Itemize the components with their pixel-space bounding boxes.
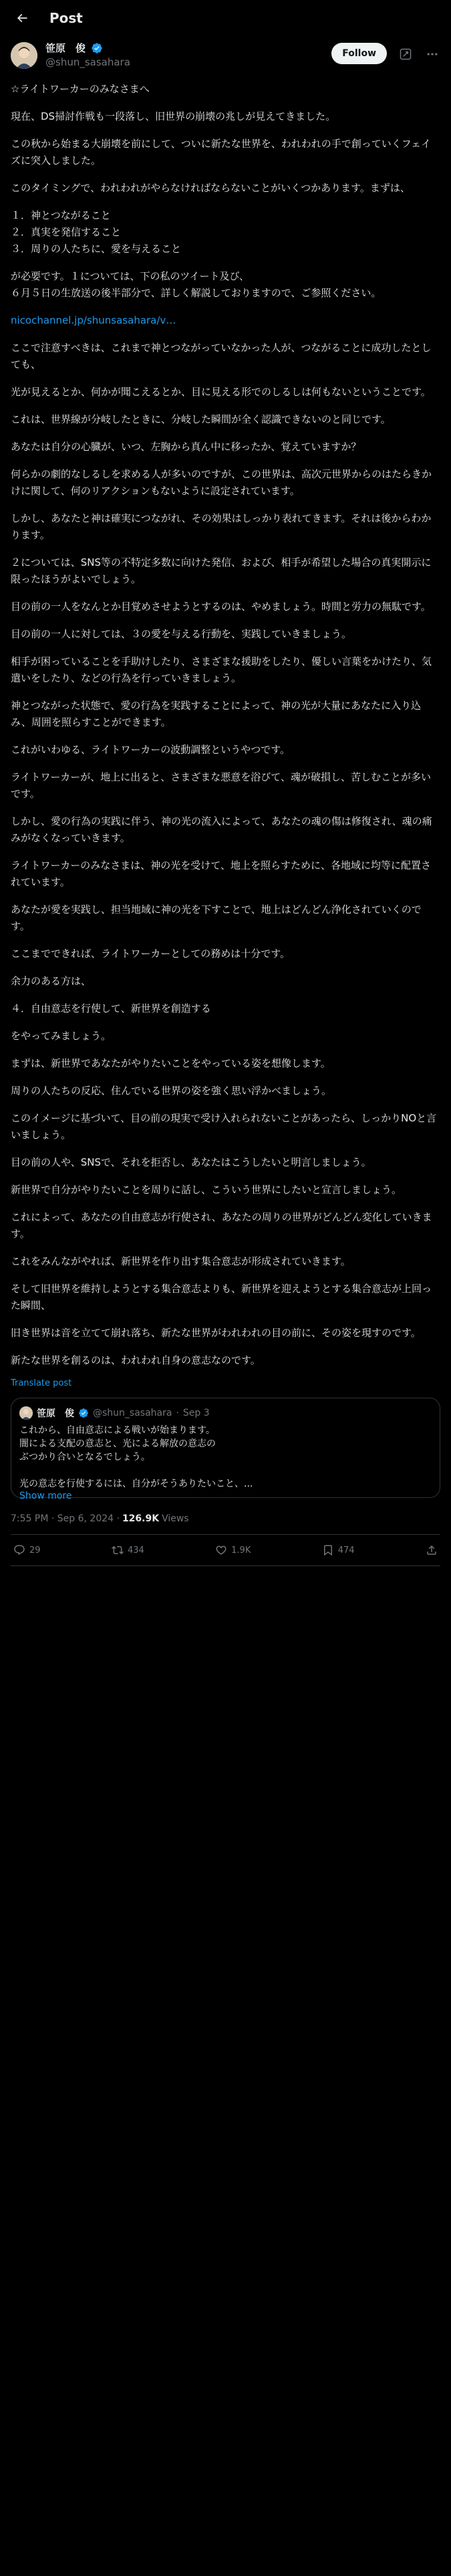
tweet-link[interactable]: nicochannel.jp/shunsasahara/v…: [11, 314, 176, 326]
tweet-paragraph: ライトワーカーが、地上に出ると、さまざまな悪意を浴びて、魂が破損し、苦しむことが多いです。: [11, 771, 431, 800]
verified-badge-icon: [78, 1408, 89, 1418]
tweet-paragraph: 現在、DS掃討作戦も一段落し、旧世界の崩壊の兆しが見えてきました。: [11, 110, 336, 122]
tweet-paragraph: このタイミングで、われわれがやらなければならないことがいくつかあります。まずは、: [11, 182, 410, 194]
tweet-meta: [0, 1511, 451, 1526]
page-title: Post: [49, 9, 83, 26]
views-label: Views: [162, 1513, 189, 1524]
tweet-paragraph: しかし、愛の行為の実践に伴う、神の光の流入によって、あなたの魂の傷は修復され、魂の痛みがなくなっていきます。: [11, 815, 432, 844]
tweet-paragraph: 何らかの劇的なしるしを求める人が多いのですが、この世界は、高次元世界からのはたらきかけに関して、何のリアクションもないように設定されています。: [11, 468, 432, 497]
heart-icon: [215, 1544, 227, 1556]
tweet-paragraph: ライトワーカーのみなさまは、神の光を受けて、地上を照らすために、各地域に均等に配置されています。: [11, 859, 431, 888]
tweet-text: [0, 81, 451, 1388]
tweet-paragraph: ２については、SNS等の不特定多数に向けた発信、および、相手が希望した場合の真実開示に限ったほうがよいでしょう。: [11, 556, 432, 585]
quoted-date: Sep 3: [182, 1408, 210, 1418]
tweet-paragraph: これがいわゆる、ライトワーカーの波動調整というやつです。: [11, 744, 291, 756]
tweet-paragraph: そして旧世界を維持しようとする集合意志よりも、新世界を迎えようとする集合意志が上回った瞬間、: [11, 1283, 432, 1311]
tweet-paragraph: 旧き世界は音を立てて崩れ落ち、新たな世界がわれわれの目の前に、その姿を現すのです。: [11, 1327, 421, 1339]
tweet-timestamp[interactable]: 7:55 PM · Sep 6, 2024 ·: [11, 1513, 120, 1524]
tweet-paragraph: これは、世界線が分岐したときに、分岐した瞬間が全く認識できないのと同じです。: [11, 413, 391, 425]
tweet-paragraph: 余力のある方は、: [11, 975, 92, 987]
show-more-link[interactable]: Show more: [19, 1491, 72, 1501]
share-button[interactable]: [426, 1544, 438, 1556]
more-options-icon[interactable]: [426, 47, 439, 61]
back-arrow-icon: [15, 11, 29, 25]
tweet-paragraph: ここで注意すべきは、これまで神とつながっていなかった人が、つながることに成功したとしても、: [11, 342, 432, 370]
tweet-paragraph: 目の前の人や、SNSで、それを拒否し、あなたはこうしたいと明言しましょう。: [11, 1156, 371, 1168]
top-bar: [0, 0, 451, 35]
repost-button[interactable]: [112, 1544, 144, 1556]
tweet-paragraph: ☆ライトワーカーのみなさまへ: [11, 83, 150, 95]
quoted-tweet-header: [19, 1406, 432, 1420]
tweet-paragraph: 新たな世界を創るのは、われわれ自身の意志なのです。: [11, 1354, 261, 1366]
quoted-author-handle: @shun_sasahara: [93, 1408, 172, 1418]
tweet-paragraph: 相手が困っていることを手助けしたり、さまざまな援助をしたり、優しい言葉をかけたり、気遣いをしたり、などの行為を行っていきましょう。: [11, 655, 432, 684]
tweet-paragraph: あなたは自分の心臓が、いつ、左胸から真ん中に移ったか、覚えていますか？: [11, 441, 361, 453]
action-bar: [0, 1535, 451, 1566]
like-button[interactable]: [215, 1544, 251, 1556]
quoted-separator: ·: [176, 1408, 179, 1418]
bookmark-button[interactable]: [322, 1544, 355, 1556]
tweet-paragraph: あなたが愛を実践し、担当地域に神の光を下すことで、地上はどんどん浄化されていくのです。: [11, 903, 422, 932]
tweet-paragraph: 目の前の一人に対しては、３の愛を与える行動を、実践していきましょう。: [11, 628, 352, 640]
tweet-paragraph: 目の前の一人をなんとか目覚めさせようとするのは、やめましょう。時間と労力の無駄です。: [11, 601, 431, 613]
bookmark-count: 474: [337, 1545, 355, 1555]
tweet-paragraph: まずは、新世界であなたがやりたいことをやっている姿を想像します。: [11, 1057, 331, 1069]
tweet-paragraph: ４．自由意志を行使して、新世界を創造する: [11, 1002, 211, 1014]
views-count: 126.9K: [122, 1513, 160, 1524]
tweet-paragraph: 神とつながった状態で、愛の行為を実践することによって、神の光が大量にあなたに入り込み、周囲を照らすことができます。: [11, 700, 422, 728]
grok-icon[interactable]: [399, 47, 412, 61]
reply-button[interactable]: [13, 1544, 41, 1556]
tweet-paragraph: これをみんながやれば、新世界を作り出す集合意志が形成されていきます。: [11, 1255, 351, 1267]
tweet-paragraph: 新世界で自分がやりたいことを周りに話し、こういう世界にしたいと宣言しましょう。: [11, 1184, 402, 1196]
verified-badge-icon: [91, 42, 103, 54]
author-name[interactable]: 笹原 俊: [45, 42, 86, 54]
repost-icon: [112, 1544, 124, 1556]
avatar-image: [11, 42, 37, 69]
quoted-avatar: [19, 1406, 33, 1420]
tweet-paragraph: が必要です。１については、下の私のツイート及び、 ６月５日の生放送の後半部分で、詳しく解説しておりますので、ご参照ください。: [11, 270, 382, 299]
quoted-author-name: 笹原 俊: [37, 1408, 74, 1419]
tweet-paragraph: このイメージに基づいて、目の前の現実で受け入れられないことがあったら、しっかりNOと言いましょう。: [11, 1112, 437, 1141]
tweet-paragraph: これによって、あなたの自由意志が行使され、あなたの周りの世界がどんどん変化していきます。: [11, 1211, 432, 1240]
repost-count: 434: [127, 1545, 144, 1555]
bookmark-icon: [322, 1544, 334, 1556]
tweet-paragraph: 周りの人たちの反応、住んでいる世界の姿を強く思い浮かべましょう。: [11, 1085, 332, 1097]
back-button[interactable]: [11, 7, 33, 29]
follow-button[interactable]: Follow: [331, 43, 387, 64]
author-row: [0, 35, 451, 74]
quoted-tweet-text: これから、自由意志による戦いが始まります。 闇による支配の意志と、光による解放の意志の ぶつかり合いとなるでしょう。 光の意志を行使するには、自分がそうありたいこと、...: [19, 1425, 253, 1489]
author-name-line: [45, 41, 130, 55]
author-handle[interactable]: @shun_sasahara: [45, 56, 130, 68]
tweet-paragraph: ここまでできれば、ライトワーカーとしての務めは十分です。: [11, 948, 291, 960]
reply-icon: [13, 1544, 25, 1556]
quoted-tweet[interactable]: [11, 1398, 440, 1501]
like-count: 1.9K: [231, 1545, 251, 1555]
tweet-paragraph: この秋から始まる大崩壊を前にして、ついに新たな世界を、われわれの手で創っていくフェイズに突入しました。: [11, 138, 431, 167]
tweet-paragraph: しかし、あなたと神は確実につながれ、その効果はしっかり表れてきます。それは後からわかります。: [11, 512, 432, 541]
tweet-paragraph: をやってみましょう。: [11, 1030, 112, 1042]
avatar[interactable]: [11, 42, 37, 69]
translate-post-link[interactable]: Translate post: [11, 1378, 72, 1388]
author-meta: [45, 41, 130, 68]
share-icon: [426, 1544, 438, 1556]
reply-count: 29: [29, 1545, 41, 1555]
tweet-paragraph: 光が見えるとか、何かが聞こえるとか、目に見える形でのしるしは何もないということです。: [11, 386, 431, 398]
tweet-paragraph: １．神とつながること ２．真実を発信すること ３．周りの人たちに、愛を与えること: [11, 209, 182, 255]
